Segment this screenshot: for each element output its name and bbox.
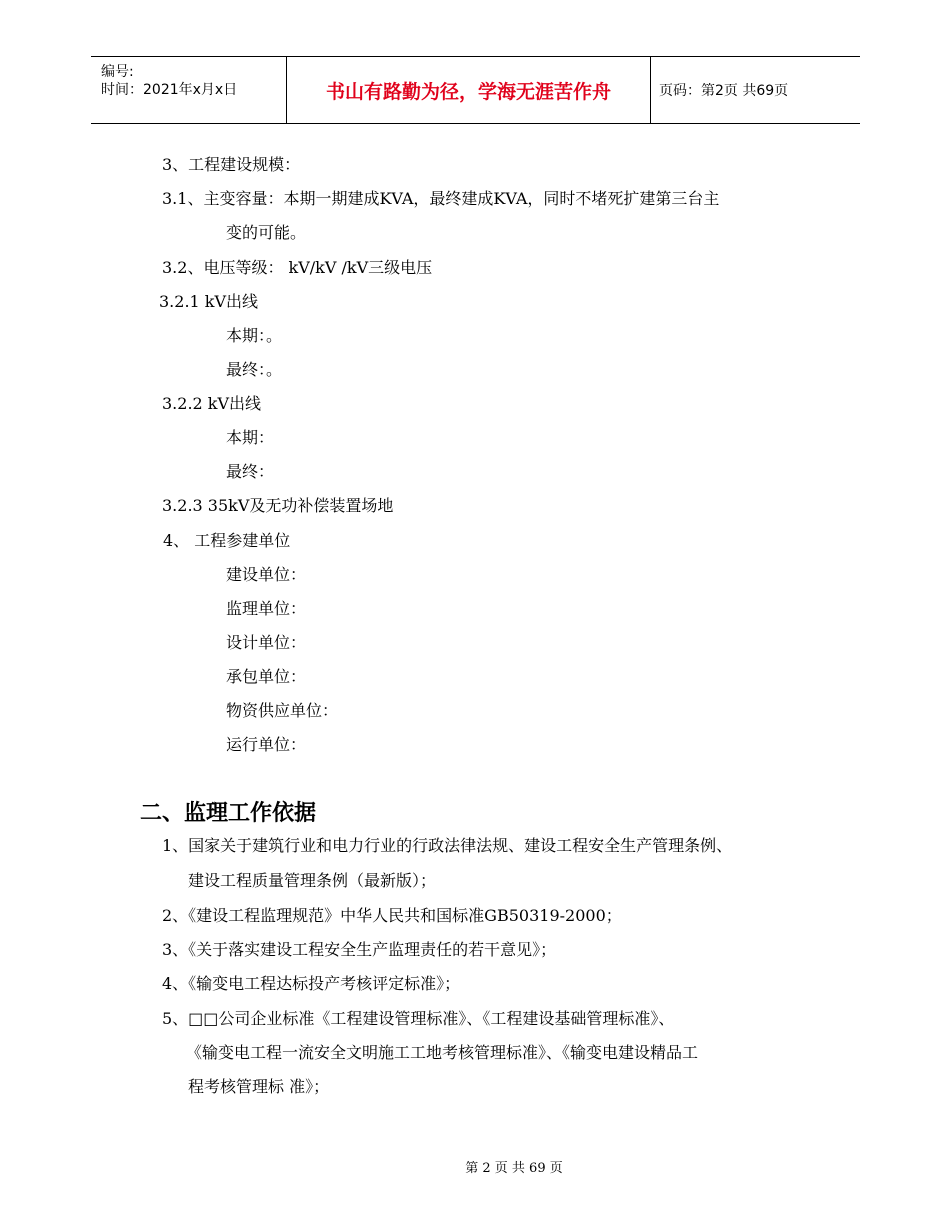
time-label: 时间：2021年x月x日 bbox=[101, 82, 238, 98]
number-label: 编号: bbox=[101, 64, 134, 80]
page-header bbox=[91, 56, 860, 124]
text-line: 3.2、电压等级： kV/kV /kV三级电压 bbox=[162, 258, 433, 277]
page-footer bbox=[0, 1157, 950, 1176]
footer-page-number: 第 2 页 共 69 页 bbox=[465, 1161, 563, 1176]
text-line: 4、 工程参建单位 bbox=[163, 531, 291, 550]
text-line: 承包单位： bbox=[226, 667, 307, 686]
text-line: 3、工程建设规模： bbox=[162, 155, 301, 174]
text-line: 建设工程质量管理条例（最新版）； bbox=[188, 871, 437, 890]
text-line: 最终： bbox=[226, 462, 275, 481]
text-line: 3.2.1 kV出线 bbox=[159, 292, 259, 311]
text-line: 监理单位： bbox=[226, 599, 307, 618]
text-line: 程考核管理标 准》； bbox=[188, 1077, 330, 1096]
text-line: 本期：。 bbox=[226, 326, 283, 345]
text-line: 《输变电工程一流安全文明施工工地考核管理标准》、《输变电建设精品工 bbox=[186, 1043, 699, 1062]
text-line: 最终：。 bbox=[226, 360, 283, 379]
header-motto: 书山有路勤为径，学海无涯苦作舟 bbox=[286, 57, 651, 123]
header-meta bbox=[91, 57, 286, 123]
text-line: 物资供应单位： bbox=[226, 701, 339, 720]
header-page-info: 页码：第2页 共69页 bbox=[659, 83, 789, 99]
text-line: 运行单位： bbox=[226, 735, 307, 754]
text-line: 本期： bbox=[226, 428, 275, 447]
text-line: 2、《建设工程监理规范》中华人民共和国标准GB50319-2000； bbox=[162, 906, 622, 925]
text-line: 设计单位： bbox=[226, 633, 307, 652]
text-line: 3、《关于落实建设工程安全生产监理责任的若干意见》； bbox=[162, 940, 557, 959]
text-line: 3.1、主变容量：本期一期建成KVA，最终建成KVA，同时不堵死扩建第三台主 bbox=[162, 189, 720, 208]
text-line: 4、《输变电工程达标投产考核评定标准》； bbox=[162, 974, 461, 993]
text-line: 3.2.2 kV出线 bbox=[162, 394, 262, 413]
text-line: 1、国家关于建筑行业和电力行业的行政法律法规、建设工程安全生产管理条例、 bbox=[162, 836, 733, 855]
text-line: 变的可能。 bbox=[226, 223, 307, 242]
text-line: 建设单位： bbox=[226, 565, 307, 584]
text-line: 3.2.3 35kV及无功补偿装置场地 bbox=[162, 496, 394, 515]
section-heading: 二、监理工作依据 bbox=[140, 801, 317, 826]
text-line: 5、□□公司企业标准《工程建设管理标准》、《工程建设基础管理标准》、 bbox=[162, 1009, 675, 1028]
